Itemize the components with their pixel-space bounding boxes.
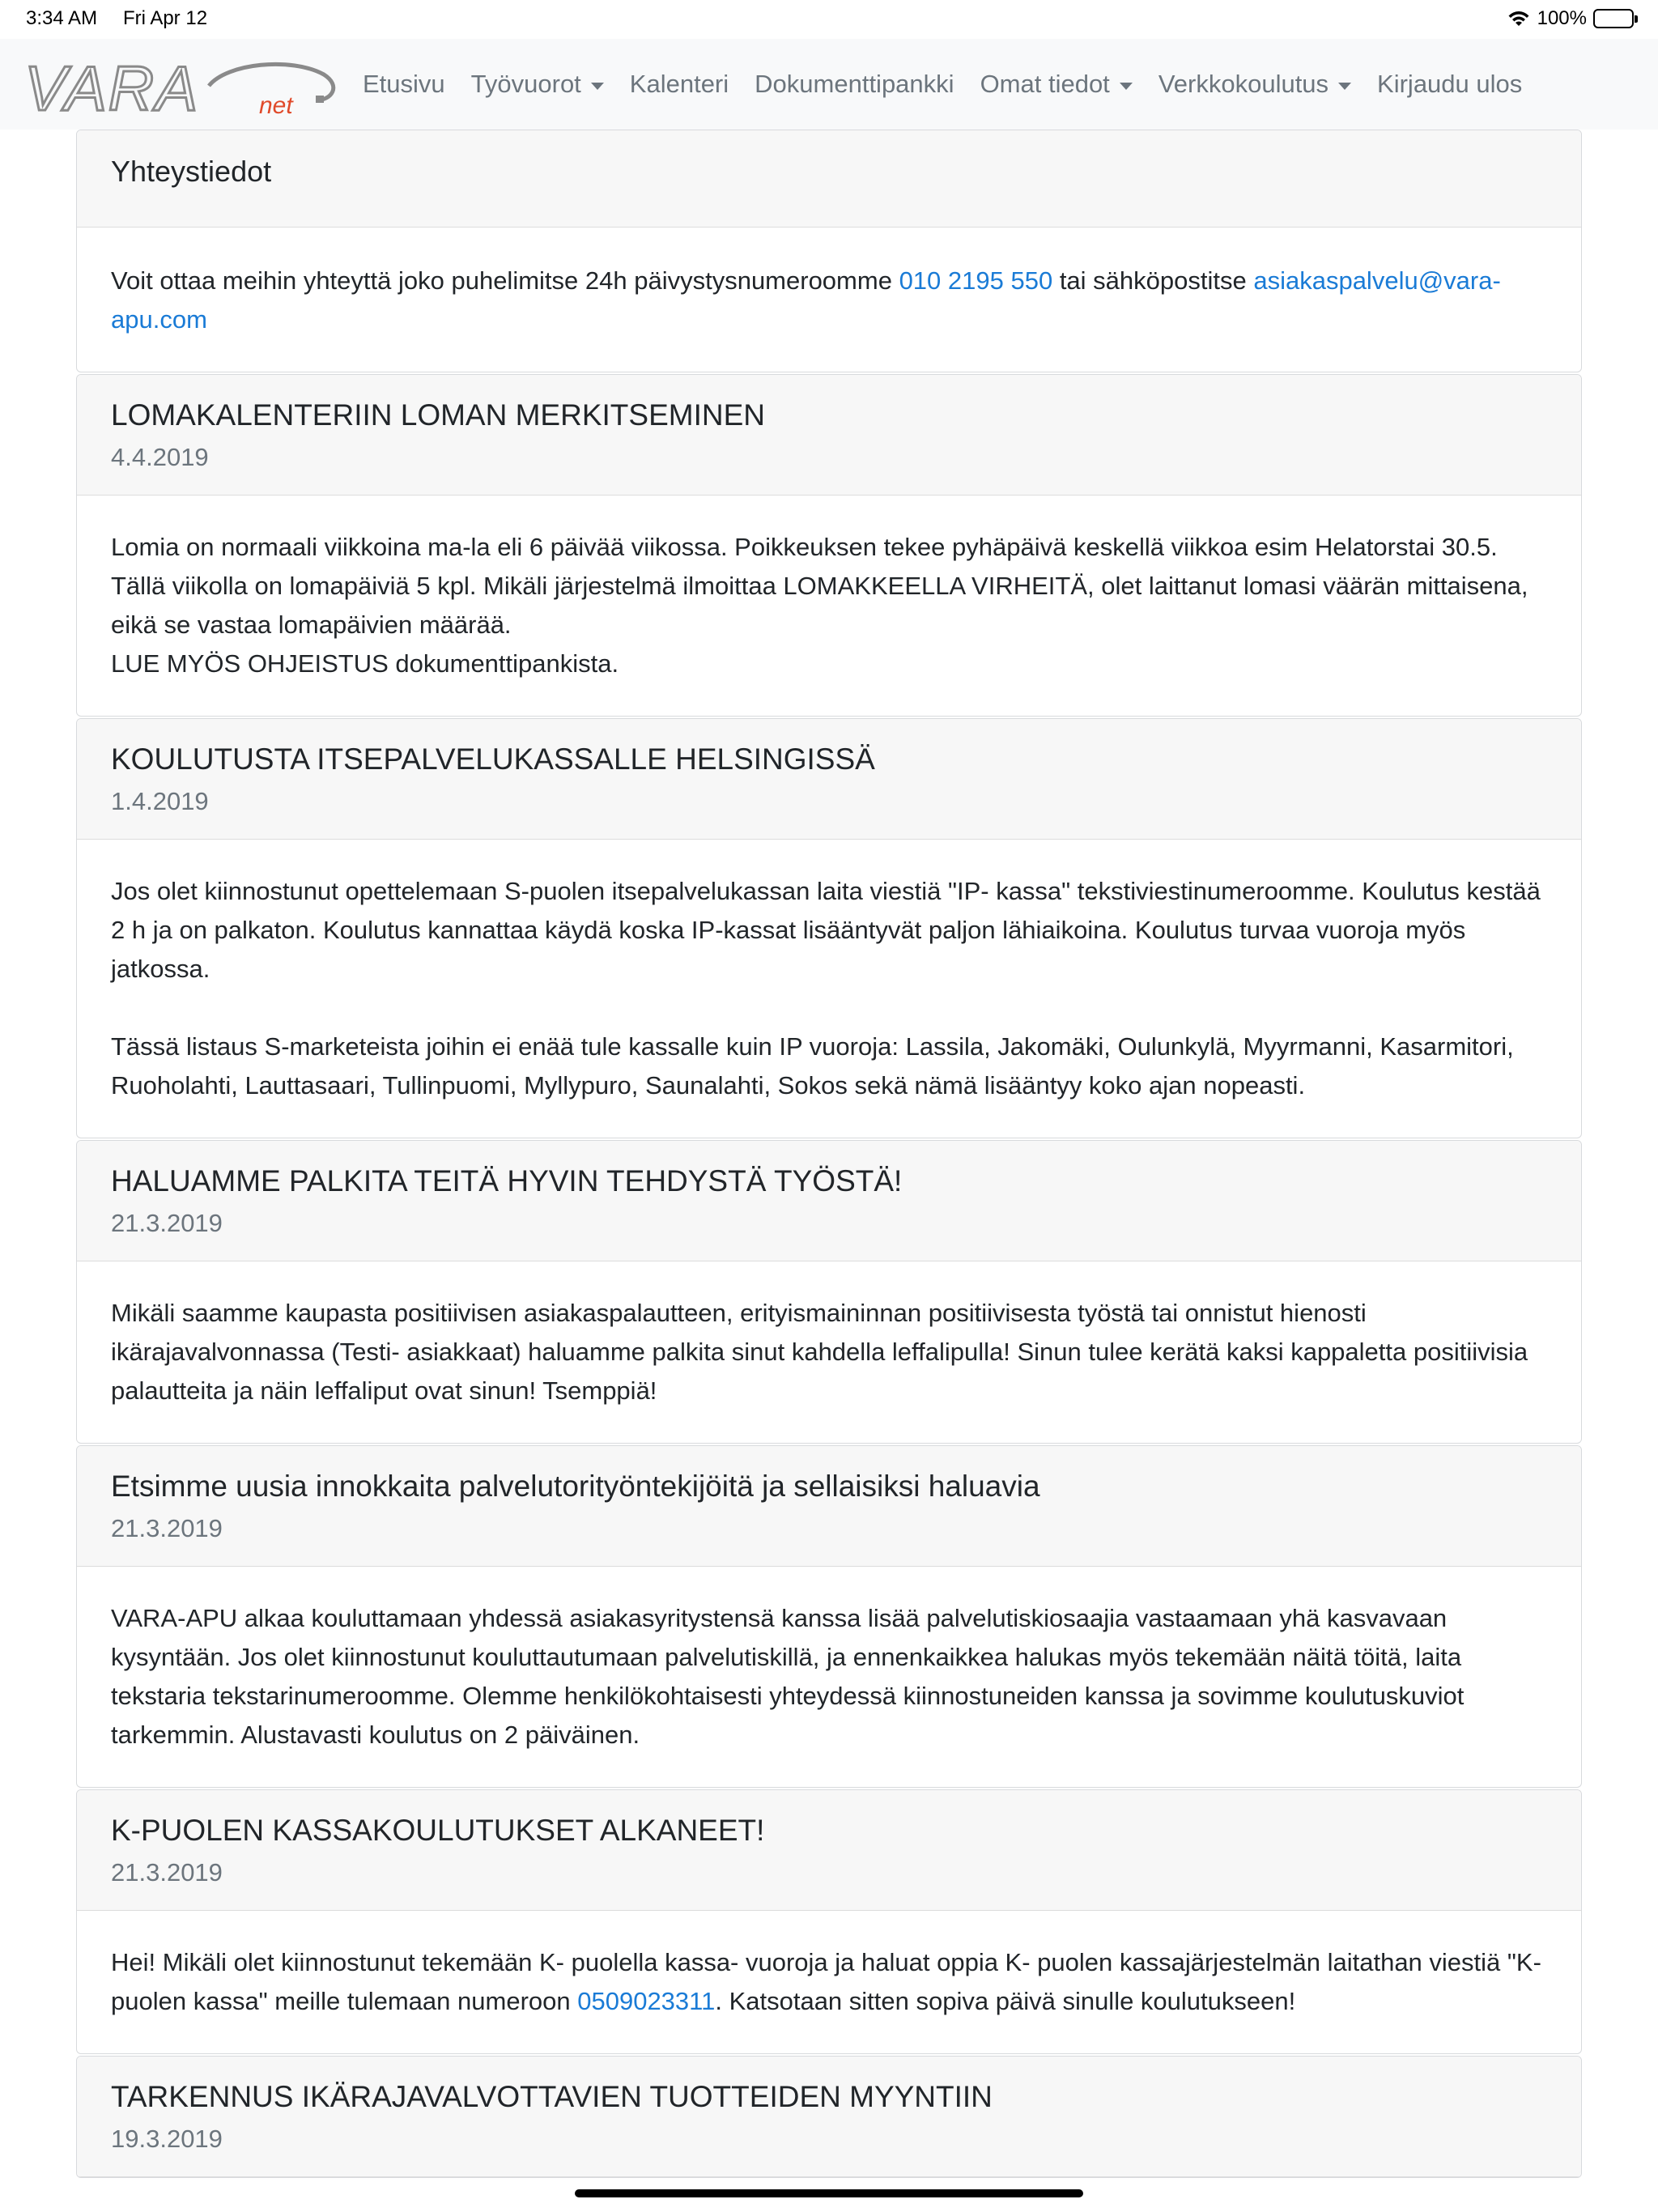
caret-down-icon — [1120, 83, 1133, 90]
news-card — [76, 1445, 1582, 1788]
contact-text-after: tai sähköpostitse — [1052, 266, 1254, 295]
card-body — [77, 840, 1581, 1138]
phone-link[interactable]: 0509023311 — [577, 1987, 716, 2016]
nav-link-calendar[interactable]: Kalenteri — [629, 70, 729, 98]
card-header — [77, 1790, 1581, 1911]
card-header — [77, 1446, 1581, 1567]
card-header — [77, 719, 1581, 840]
email-link[interactable]: asiakaspalvelu@vara-apu.com — [111, 266, 1501, 334]
card-body — [77, 496, 1581, 716]
wifi-icon — [1507, 10, 1531, 28]
news-title: K-PUOLEN KASSAKOULUTUKSET ALKANEET! — [111, 1814, 765, 1848]
card-body — [77, 1911, 1581, 2053]
news-date: 19.3.2019 — [111, 2125, 223, 2154]
news-paragraph: VARA-APU alkaa kouluttamaan yhdessä asiakasyritystensä kanssa lisää palvelutiskiosaajia vastaamaan yhä kasvavaan kysyntään. Jos olet kiinnostunut kouluttautumaan palvelutiskillä, ja ennenkaikkea halukas myös tekemään näitä töitä, laita tekstaria tekstarinumeroomme. Olemme henkilökohtaisesti yhteydessä kiinnostuneiden kanssa ja sovimme koulutuskuviot tarkemmin. Alustavasti koulutus on 2 päiväinen. — [111, 1604, 1465, 1750]
status-right — [1507, 7, 1634, 30]
news-title: KOULUTUSTA ITSEPALVELUKASSALLE HELSINGISSÄ — [111, 742, 875, 776]
card-title: Yhteystiedot — [111, 155, 272, 188]
svg-text:net: net — [259, 92, 293, 118]
news-paragraph: LUE MYÖS OHJEISTUS dokumenttipankista. — [111, 649, 619, 678]
news-paragraph: Mikäli saamme kaupasta positiivisen asiakaspalautteen, erityismaininnan positiivisesta työstä tai onnistut hienosti ikärajavalvonnassa (Testi- asiakkaat) haluamme palkita sinut kahdella leffalipulla! Sinun tulee kerätä kaksi kappaletta positiivisia palautteita ja näin leffaliput ovat sinun! Tsemppiä! — [111, 1299, 1528, 1406]
nav-label-shifts: Työvuorot — [470, 70, 581, 98]
contact-card — [76, 130, 1582, 372]
battery-percent: 100% — [1537, 7, 1587, 29]
news-paragraph: Lomia on normaali viikkoina ma-la eli 6 päivää viikossa. Poikkeuksen tekee pyhäpäivä keskellä viikkoa esim Helatorstai 30.5. Tällä viikolla on lomapäiviä 5 kpl. Mikäli järjestelmä ilmoittaa LOMAKKEELLA VIRHEITÄ, olet laittanut lomasi väärän mittaisena, eikä se vastaa lomapäivien määrää. — [111, 532, 1528, 639]
news-card — [76, 1140, 1582, 1444]
card-body — [77, 1261, 1581, 1443]
nav-link-documents[interactable]: Dokumenttipankki — [755, 70, 954, 98]
news-card — [76, 374, 1582, 717]
news-date: 4.4.2019 — [111, 442, 209, 471]
status-time: 3:34 AM — [26, 7, 98, 29]
nav-label-own-info: Omat tiedot — [980, 70, 1110, 98]
news-paragraph: Jos olet kiinnostunut opettelemaan S-puolen itsepalvelukassan laita viestiä "IP- kassa" tekstiviestinumeroomme. Koulutus kestää 2 h ja on palkaton. Koulutus kannattaa käydä koska IP-kassat lisääntyvät paljon lähiaikoina. Koulutus turvaa vuoroja myös jatkossa. — [111, 876, 1541, 983]
nav-dropdown-training[interactable] — [1158, 70, 1351, 99]
news-card — [76, 1789, 1582, 2054]
home-indicator[interactable] — [575, 2189, 1083, 2197]
nav-link-logout[interactable]: Kirjaudu ulos — [1377, 70, 1523, 98]
svg-text:VARA: VARA — [24, 53, 200, 118]
card-header — [77, 2057, 1581, 2177]
status-date: Fri Apr 12 — [123, 7, 208, 29]
card-header — [77, 130, 1581, 228]
contact-text-before: Voit ottaa meihin yhteyttä joko puhelimitse 24h päivystysnumeroomme — [111, 266, 899, 295]
news-paragraph: Tässä listaus S-marketeista joihin ei enää tule kassalle kuin IP vuoroja: Lassila, Jakomäki, Oulunkylä, Myyrmanni, Kasarmitori, Ruoholahti, Lauttasaari, Tullinpuomi, Myllypuro, Saunalahti, Sokos sekä nämä lisääntyy koko ajan nopeasti. — [111, 1032, 1514, 1100]
news-title: LOMAKALENTERIIN LOMAN MERKITSEMINEN — [111, 398, 765, 432]
navbar — [0, 39, 1658, 130]
card-header — [77, 375, 1581, 496]
nav-menu — [363, 39, 1548, 130]
status-bar — [0, 0, 1658, 39]
news-card — [76, 718, 1582, 1138]
news-text-before: Hei! Mikäli olet kiinnostunut tekemään K- puolella kassa- vuoroja ja haluat oppia K- puolen kassajärjestelmän laitathan viestiä "K-puolen kassa" meille tulemaan numeroon — [111, 1948, 1541, 2016]
phone-link[interactable]: 010 2195 550 — [899, 266, 1053, 295]
contact-text — [111, 262, 1547, 339]
news-date: 1.4.2019 — [111, 786, 209, 815]
nav-link-home[interactable]: Etusivu — [363, 70, 445, 98]
news-date: 21.3.2019 — [111, 1209, 223, 1238]
news-card — [76, 2056, 1582, 2178]
card-body — [77, 228, 1581, 372]
news-text-after: . Katsotaan sitten sopiva päivä sinulle koulutukseen! — [715, 1987, 1296, 2016]
nav-label-training: Verkkokoulutus — [1158, 70, 1329, 98]
card-header — [77, 1141, 1581, 1261]
vara-net-logo[interactable] — [24, 53, 340, 118]
caret-down-icon — [1338, 83, 1351, 90]
nav-dropdown-shifts[interactable] — [471, 70, 604, 99]
battery-icon — [1593, 9, 1634, 28]
news-date: 21.3.2019 — [111, 1514, 223, 1543]
news-title: TARKENNUS IKÄRAJAVALVOTTAVIEN TUOTTEIDEN MYYNTIIN — [111, 2080, 993, 2114]
main-content — [76, 130, 1582, 2180]
caret-down-icon — [591, 83, 604, 90]
card-body — [77, 1567, 1581, 1787]
news-date: 21.3.2019 — [111, 1858, 223, 1887]
news-title: Etsimme uusia innokkaita palvelutorityöntekijöitä ja sellaisiksi haluavia — [111, 1470, 1040, 1504]
news-title: HALUAMME PALKITA TEITÄ HYVIN TEHDYSTÄ TYÖSTÄ! — [111, 1163, 903, 1197]
nav-dropdown-own-info[interactable] — [980, 70, 1133, 99]
news-paragraph — [111, 1943, 1547, 2021]
